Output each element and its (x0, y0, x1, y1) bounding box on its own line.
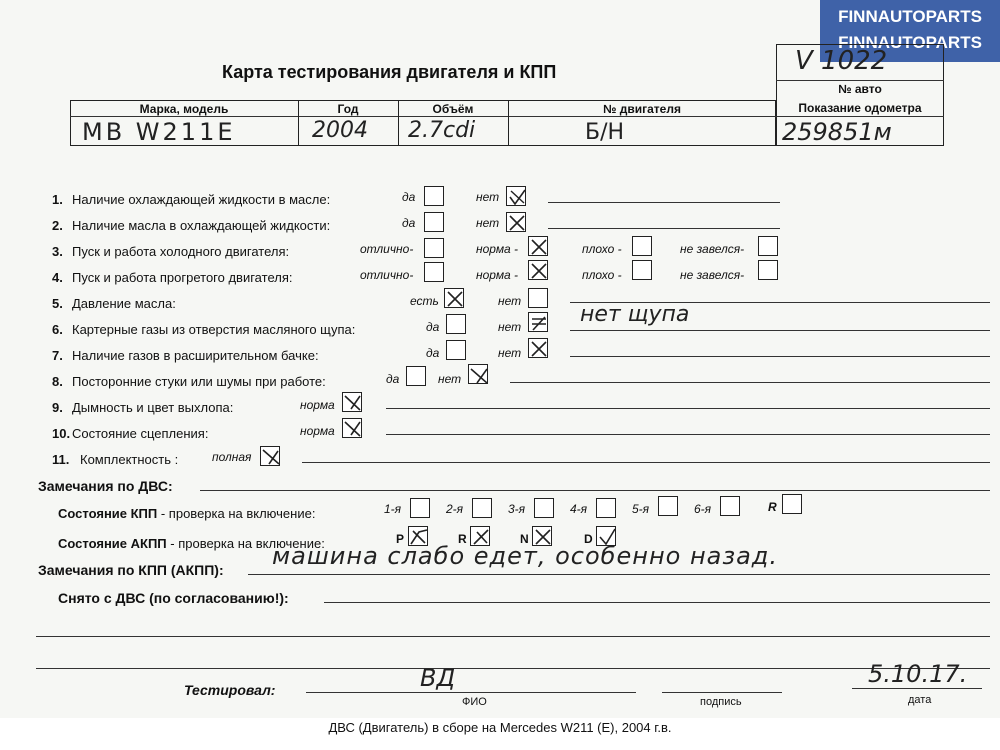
table-header-engine-no: № двигателя (603, 102, 681, 116)
option-label: отлично- (360, 268, 414, 282)
note-line (548, 202, 780, 203)
checkbox-not-started[interactable] (758, 260, 778, 280)
option-label: есть (410, 294, 439, 308)
note-line (570, 356, 990, 357)
checkbox-full[interactable] (260, 446, 280, 466)
car-number-label: № авто (838, 82, 882, 96)
check-mark-icon (343, 419, 363, 439)
checkbox-gear-4[interactable] (596, 498, 616, 518)
volume-value: 2.7cdi (408, 118, 476, 143)
checkbox-no[interactable] (528, 338, 548, 358)
option-label: полная (212, 450, 252, 464)
option-label: плохо - (582, 268, 622, 282)
item-number: 10. (52, 426, 71, 441)
signature-line (662, 692, 782, 693)
gear-label: 5-я (632, 502, 650, 516)
mt-state-label (58, 506, 315, 521)
engine-remarks-line (200, 490, 990, 491)
car-number-value: V 1022 (795, 46, 888, 76)
note-line (510, 382, 990, 383)
gearbox-remarks-label: Замечания по КПП (АКПП): (38, 562, 224, 578)
date-line (852, 688, 982, 689)
item-number: 4. (52, 270, 63, 285)
checkbox-gear-1[interactable] (410, 498, 430, 518)
checkbox-no[interactable] (528, 288, 548, 308)
checkbox-gear-5[interactable] (658, 496, 678, 516)
note-line (548, 228, 780, 229)
item-number: 1. (52, 192, 63, 207)
note-line (386, 408, 990, 409)
checkbox-normal[interactable] (528, 236, 548, 256)
cross-mark-icon (445, 289, 465, 309)
item-number: 9. (52, 400, 63, 415)
fio-value: ВД (420, 664, 456, 692)
check-mark-icon (261, 447, 281, 467)
option-label: нет (498, 320, 522, 334)
item-label: Посторонние стуки или шумы при работе: (72, 374, 326, 389)
option-label: норма (300, 424, 335, 438)
option-label: плохо - (582, 242, 622, 256)
cross-mark-icon (507, 213, 527, 233)
checkbox-no[interactable] (468, 364, 488, 384)
divider (776, 80, 944, 81)
gear-label: 1-я (384, 502, 402, 516)
handwritten-note-6: нет щупа (580, 302, 690, 327)
fio-label: ФИО (462, 696, 487, 708)
checkbox-gear-6[interactable] (720, 496, 740, 516)
engine-no-value: Б/Н (585, 120, 625, 145)
year-value: 2004 (312, 118, 368, 143)
gear-label: D (584, 532, 593, 546)
image-caption: ДВС (Двигатель) в сборе на Mercedes W211 (E), 2004 г.в. (328, 720, 672, 735)
signature-label: подпись (700, 696, 742, 708)
checkbox-yes[interactable] (406, 366, 426, 386)
fio-line (306, 692, 636, 693)
checkbox-present[interactable] (444, 288, 464, 308)
option-label: не завелся- (680, 242, 745, 256)
logo-line-2: FINNAUTOPARTS (838, 33, 982, 52)
date-label: дата (908, 694, 932, 706)
gear-label: P (396, 532, 405, 546)
check-mark-icon (343, 393, 363, 413)
item-label: Наличие масла в охлаждающей жидкости: (72, 218, 331, 233)
item-number: 5. (52, 296, 63, 311)
check-mark-icon (469, 365, 489, 385)
option-label: нет (476, 190, 500, 204)
item-label: Дымность и цвет выхлопа: (72, 400, 234, 415)
option-label: нет (438, 372, 462, 386)
option-label: да (402, 216, 416, 230)
option-label: да (386, 372, 400, 386)
checkbox-bad[interactable] (632, 260, 652, 280)
item-label: Давление масла: (72, 296, 176, 311)
item-label: Наличие охлаждающей жидкости в масле: (72, 192, 331, 207)
option-label: нет (498, 294, 522, 308)
removed-line (324, 602, 990, 603)
mt-state-subtitle: - проверка на включение: (157, 506, 316, 521)
option-label: да (426, 346, 440, 360)
option-label: норма - (476, 242, 519, 256)
item-label: Комплектность : (80, 452, 179, 467)
cross-mark-icon (529, 237, 549, 257)
mt-state-title: Состояние КПП (58, 506, 158, 521)
item-number: 8. (52, 374, 63, 389)
gear-label: 2-я (446, 502, 464, 516)
checkbox-excellent[interactable] (424, 238, 444, 258)
gear-label: R (768, 500, 777, 514)
item-number: 6. (52, 322, 63, 337)
cross-mark-icon (529, 261, 549, 281)
option-label: да (402, 190, 416, 204)
item-label: Пуск и работа прогретого двигателя: (72, 270, 293, 285)
item-number: 3. (52, 244, 63, 259)
scribble-mark-icon (529, 313, 549, 333)
checkbox-norm[interactable] (342, 392, 362, 412)
make-model-value: MB W211E (82, 118, 236, 146)
option-label: нет (498, 346, 522, 360)
check-mark-icon (507, 187, 527, 207)
option-label: отлично- (360, 242, 414, 256)
item-label: Картерные газы из отверстия масляного щупа: (72, 322, 356, 337)
gear-label: R (458, 532, 467, 546)
item-label: Наличие газов в расширительном бачке: (72, 348, 319, 363)
cross-mark-icon (529, 339, 549, 359)
blank-line (36, 668, 990, 669)
checkbox-gear-3[interactable] (534, 498, 554, 518)
option-label: да (426, 320, 440, 334)
table-header-make: Марка, модель (139, 102, 229, 116)
item-label: Состояние сцепления: (72, 426, 209, 441)
at-state-subtitle: - проверка на включение: (166, 536, 325, 551)
odometer-value: 259851м (782, 118, 892, 146)
checkbox-bad[interactable] (632, 236, 652, 256)
date-value: 5.10.17. (868, 660, 968, 688)
gearbox-remarks-value: машина слабо едет, особенно назад. (272, 542, 779, 570)
note-line (386, 434, 990, 435)
engine-remarks-label: Замечания по ДВС: (38, 478, 173, 494)
note-line (570, 330, 990, 331)
tested-by-label: Тестировал: (184, 682, 276, 698)
gear-label: N (520, 532, 529, 546)
removed-label: Снято с ДВС (по согласованию!): (58, 590, 289, 606)
checkbox-no[interactable] (506, 212, 526, 232)
item-number: 2. (52, 218, 63, 233)
blank-line (36, 636, 990, 637)
form-title: Карта тестирования двигателя и КПП (222, 62, 557, 82)
option-label: норма - (476, 268, 519, 282)
checkbox-gear-r[interactable] (782, 494, 802, 514)
item-label: Пуск и работа холодного двигателя: (72, 244, 290, 259)
gear-label: 3-я (508, 502, 526, 516)
checkbox-yes[interactable] (446, 314, 466, 334)
checkbox-yes[interactable] (424, 212, 444, 232)
logo-line-1: FINNAUTOPARTS (838, 7, 982, 26)
item-number: 7. (52, 348, 63, 363)
option-label: нет (476, 216, 500, 230)
option-label: не завелся- (680, 268, 745, 282)
item-number: 11. (52, 452, 70, 467)
at-state-title: Состояние АКПП (58, 536, 167, 551)
checkbox-yes[interactable] (424, 186, 444, 206)
table-header-odometer: Показание одометра (798, 101, 922, 115)
note-line (302, 462, 990, 463)
checkbox-excellent[interactable] (424, 262, 444, 282)
table-header-volume: Объём (432, 102, 474, 116)
checkbox-no[interactable] (528, 312, 548, 332)
gear-label: 4-я (570, 502, 588, 516)
checkbox-normal[interactable] (528, 260, 548, 280)
option-label: норма (300, 398, 335, 412)
table-header-year: Год (337, 102, 359, 116)
gearbox-remarks-line (248, 574, 990, 575)
gear-label: 6-я (694, 502, 712, 516)
checkbox-norm[interactable] (342, 418, 362, 438)
checkbox-no[interactable] (506, 186, 526, 206)
table-header-divider (70, 116, 944, 117)
checkbox-yes[interactable] (446, 340, 466, 360)
checkbox-gear-2[interactable] (472, 498, 492, 518)
checkbox-not-started[interactable] (758, 236, 778, 256)
